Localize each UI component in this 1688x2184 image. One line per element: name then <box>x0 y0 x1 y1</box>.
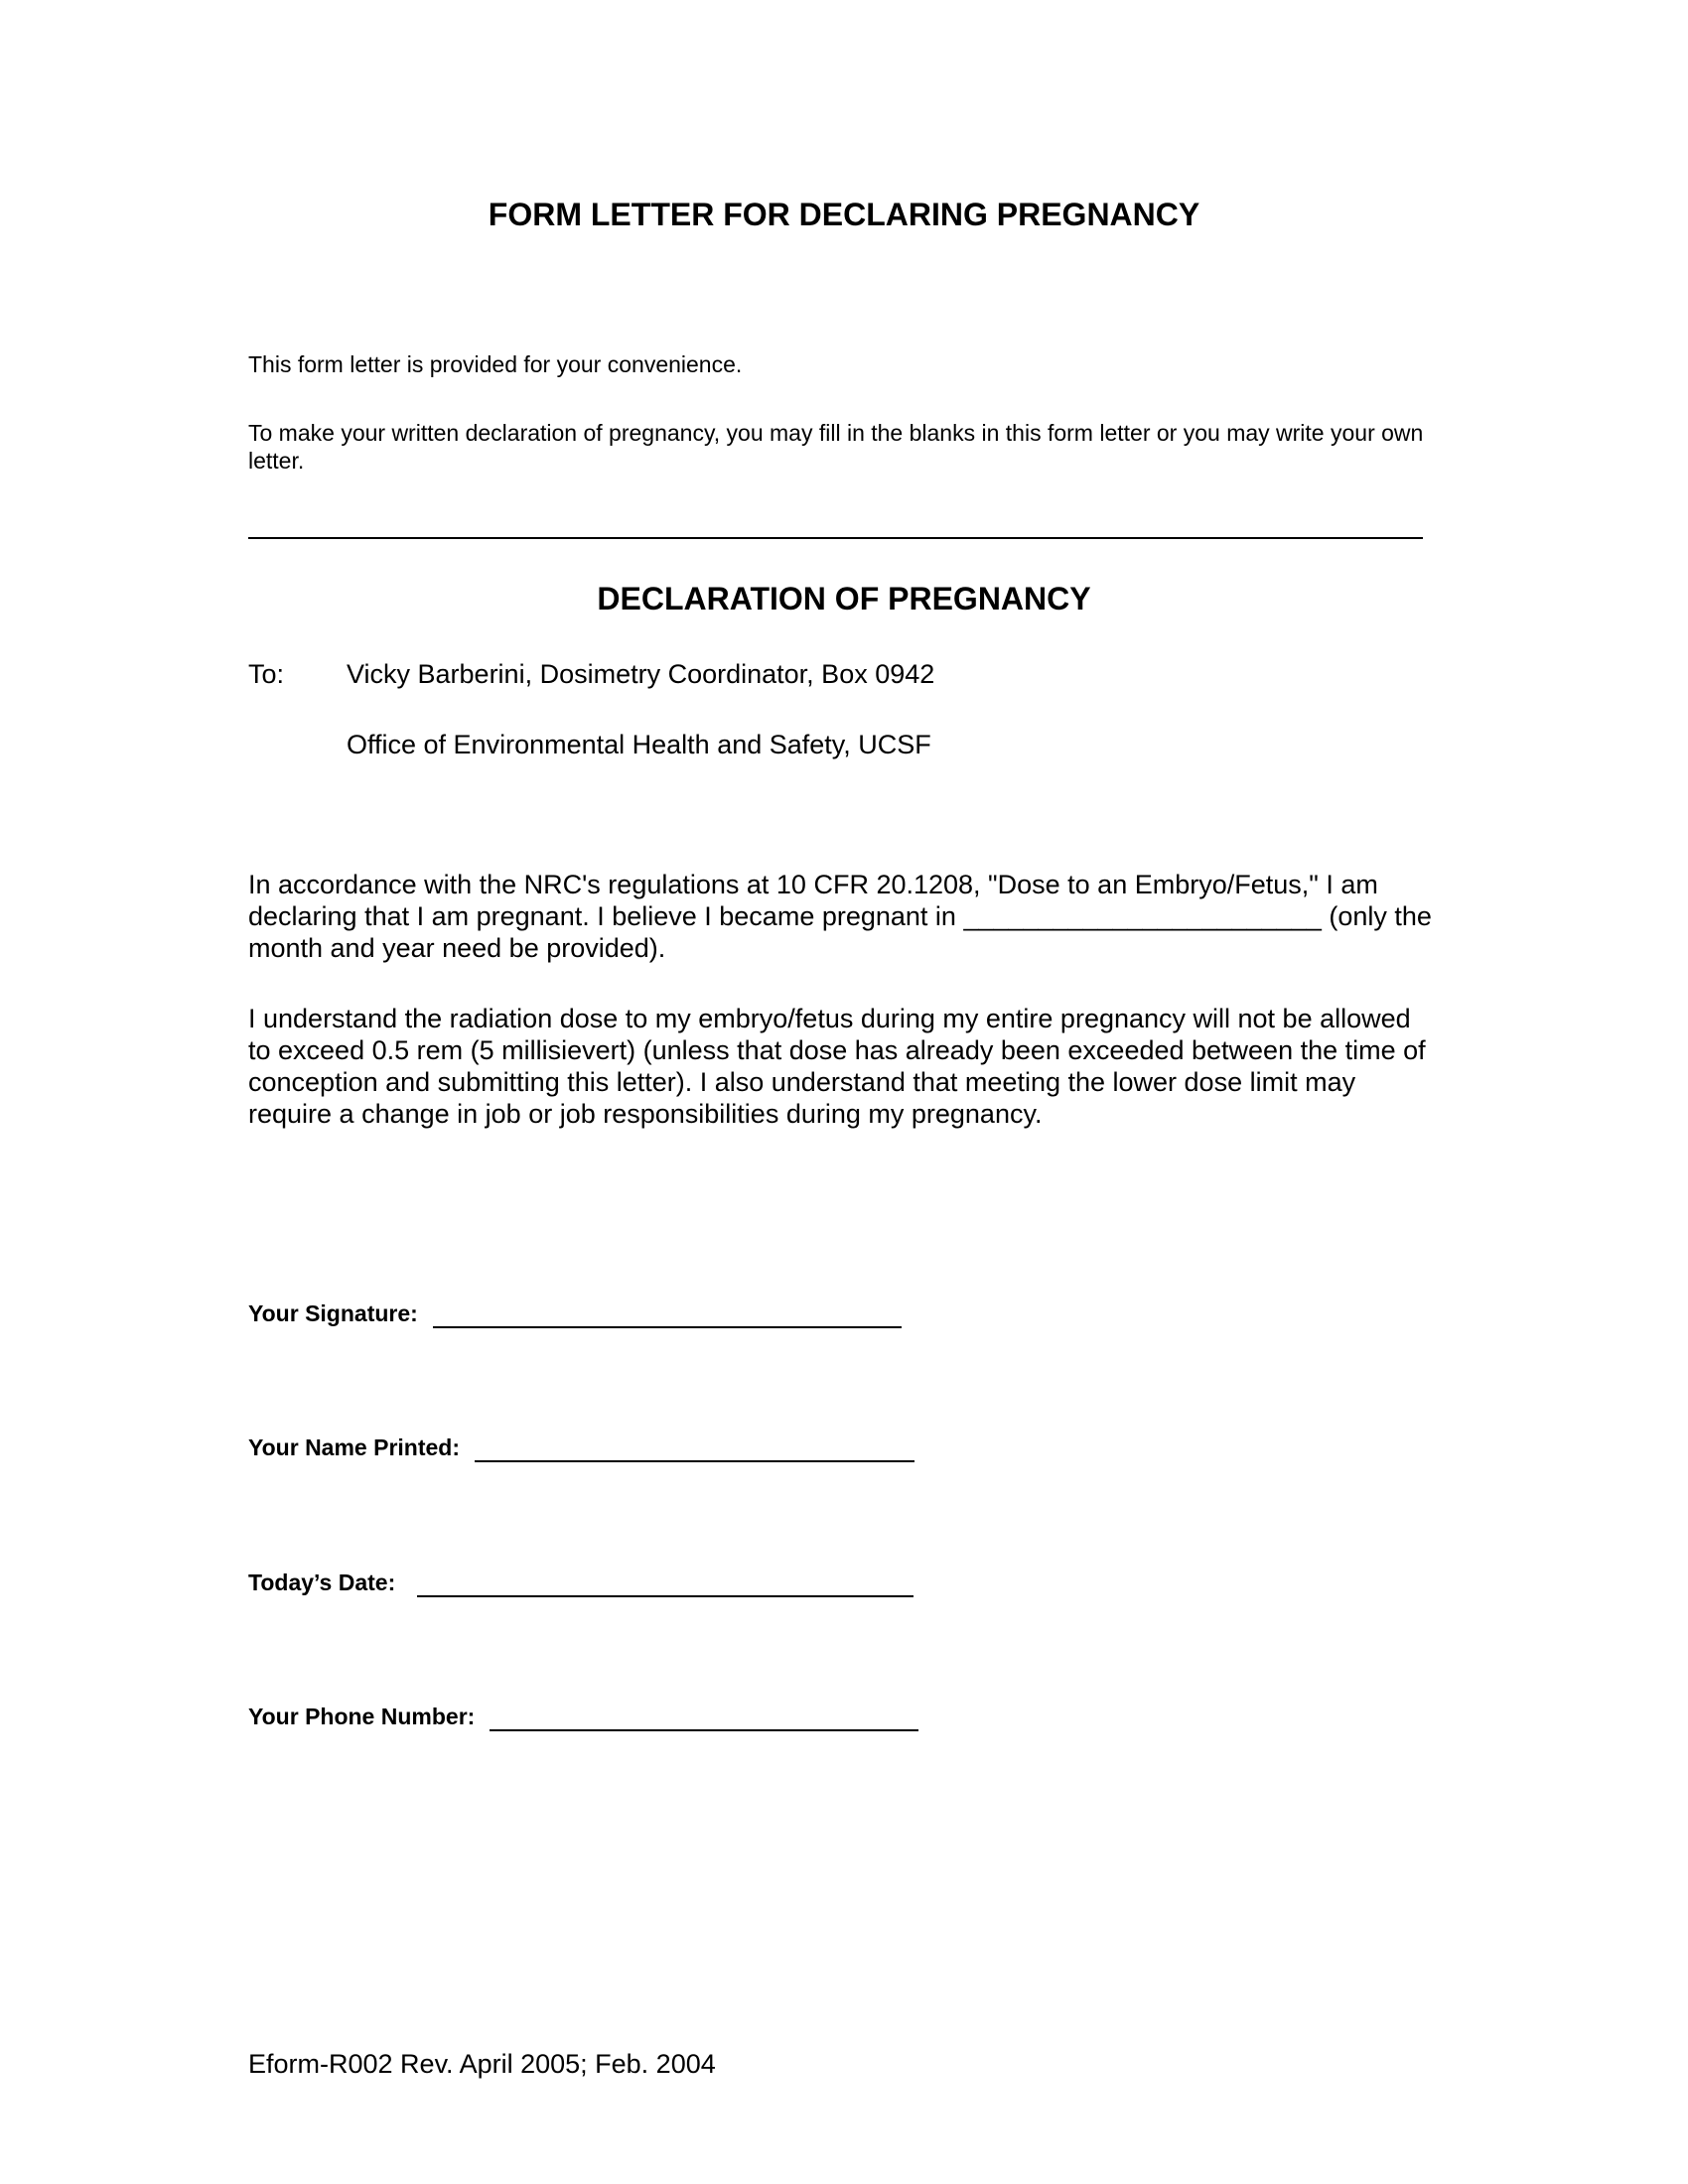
recipient-line: Office of Environmental Health and Safety, UCSF <box>347 730 931 759</box>
intro-paragraph: To make your written declaration of pregnancy, you may fill in the blanks in this form letter or you may write your own letter. <box>248 420 1424 474</box>
to-label: To: <box>248 659 285 689</box>
recipient-line: Vicky Barberini, Dosimetry Coordinator, Box 0942 <box>347 659 935 689</box>
name-printed-blank[interactable] <box>475 1436 914 1462</box>
declaration-paragraph: In accordance with the NRC's regulations at 10 CFR 20.1208, "Dose to an Embryo/Fetus," I am declaring that I am pregnant. I believe I became pregnant in ________________________ (only the month and year need be provided). <box>248 870 1432 963</box>
signature-label: Your Signature: <box>248 1300 418 1326</box>
phone-number-label: Your Phone Number: <box>248 1704 476 1729</box>
phone-number-field <box>248 1702 918 1731</box>
phone-number-blank[interactable] <box>490 1706 918 1731</box>
signature-blank[interactable] <box>433 1302 902 1328</box>
todays-date-blank[interactable] <box>417 1571 914 1597</box>
section-divider <box>248 537 1423 539</box>
understanding-paragraph: I understand the radiation dose to my embryo/fetus during my entire pregnancy will not be allowed to exceed 0.5 rem (5 millisievert) (unless that dose has already been exceeded between the time of conception and submitting this letter). I also understand that meeting the lower dose limit may require a change in job or job responsibilities during my pregnancy. <box>248 1004 1426 1129</box>
name-printed-label: Your Name Printed: <box>248 1434 460 1460</box>
todays-date-label: Today’s Date: <box>248 1570 396 1595</box>
document-title: FORM LETTER FOR DECLARING PREGNANCY <box>488 197 1200 232</box>
form-footer: Eform-R002 Rev. April 2005; Feb. 2004 <box>248 2049 716 2079</box>
todays-date-field <box>248 1568 914 1597</box>
signature-field <box>248 1298 902 1328</box>
name-printed-field <box>248 1433 914 1462</box>
intro-paragraph: This form letter is provided for your convenience. <box>248 351 743 377</box>
declaration-title: DECLARATION OF PREGNANCY <box>597 581 1091 616</box>
